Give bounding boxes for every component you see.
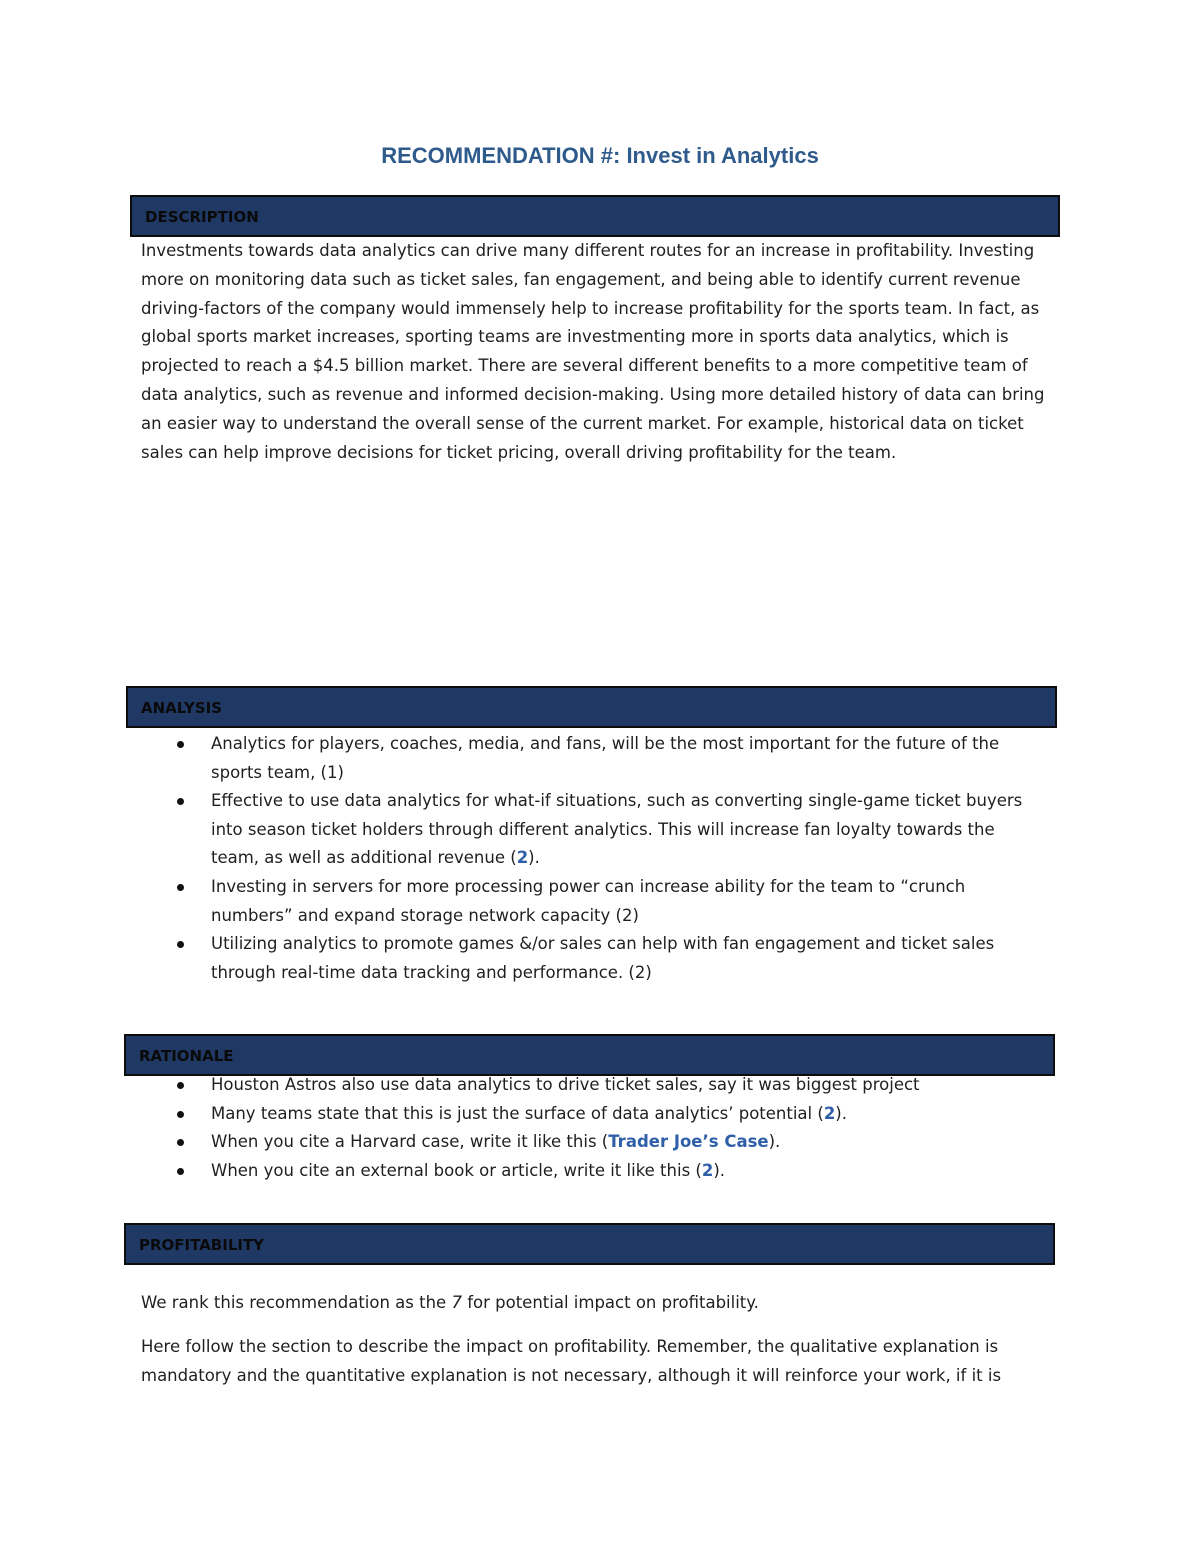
list-item-text-end: ).: [713, 1160, 726, 1180]
bullet-icon: [177, 1139, 184, 1146]
description-paragraph: Investments towards data analytics can drive many different routes for an increase in profitability. Investing more on monitoring data such as ticket sales, fan engagement, and being able to identify current revenue driving-factors of the company would immensely help to increase profitability for the sports team. In fact, as global sports market increases, sporting teams are investmenting more in sports data analytics, which is projected to reach a $4.5 billion market. There are several different benefits to a more competitive team of data analytics, such as revenue and informed decision-making. Using more detailed history of data can bring an easier way to understand the overall sense of the current market. For example, historical data on ticket sales can help improve decisions for ticket pricing, overall driving profitability for the team.: [141, 241, 1045, 462]
bullet-icon: [177, 884, 184, 891]
rank-value: 7: [451, 1293, 462, 1312]
profitability-rank: [141, 1289, 1046, 1318]
citation-link[interactable]: 2: [823, 1103, 836, 1123]
list-item-text: Investing in servers for more processing power can increase ability for the team to “crunch numbers” and expand storage network capacity (2): [211, 876, 966, 925]
citation-link[interactable]: 2: [701, 1160, 714, 1180]
list-item-text: Utilizing analytics to promote games &/or sales can help with fan engagement and ticket sales through real-time data tracking and performance. (2): [211, 934, 995, 982]
list-item: [177, 873, 1047, 930]
list-item-text-end: ).: [768, 1132, 781, 1152]
description-header: DESCRIPTION: [130, 195, 1060, 237]
bullet-icon: [177, 941, 184, 948]
bullet-icon: [177, 1168, 184, 1175]
list-item: [177, 787, 1047, 873]
list-item-text: Houston Astros also use data analytics to drive ticket sales, say it was biggest project: [211, 1075, 920, 1094]
list-item: [177, 1100, 1047, 1129]
rationale-list: [177, 1071, 1047, 1185]
list-item-text: When you cite an external book or article, write it like this (: [211, 1160, 702, 1180]
list-item-text: Many teams state that this is just the surface of data analytics’ potential (: [211, 1103, 824, 1123]
analysis-header: ANALYSIS: [126, 686, 1057, 728]
list-item-text-end: ).: [835, 1103, 847, 1123]
page-title: RECOMMENDATION #: Invest in Analytics: [381, 143, 819, 168]
profitability-header: PROFITABILITY: [124, 1223, 1055, 1265]
citation-link[interactable]: Trader Joe’s Case: [608, 1132, 769, 1152]
analysis-list: [177, 730, 1047, 987]
description-body: [141, 237, 1046, 467]
bullet-icon: [177, 1082, 184, 1089]
rank-text-start: We rank this recommendation as the: [141, 1293, 452, 1312]
list-item: [177, 730, 1047, 787]
list-item: [177, 1157, 1047, 1186]
bullet-icon: [177, 798, 184, 805]
list-item-text: When you cite a Harvard case, write it like this (: [211, 1132, 609, 1152]
list-item-text: Analytics for players, coaches, media, and fans, will be the most important for the future of the sports team, (1): [211, 734, 1000, 782]
list-item: [177, 1071, 1047, 1100]
rationale-header: RATIONALE: [124, 1034, 1055, 1076]
list-item-text-end: ).: [528, 848, 540, 868]
bullet-icon: [177, 741, 184, 748]
list-item: [177, 930, 1047, 987]
list-item-text: Effective to use data analytics for what-if situations, such as converting single-game ticket buyers into season ticket holders through different analytics. This will increase fan loyalty towards the team, as well as additional revenue (: [211, 791, 1023, 868]
rank-text-end: for potential impact on profitability.: [461, 1293, 759, 1312]
bullet-icon: [177, 1111, 184, 1118]
list-item: [177, 1128, 1047, 1157]
citation-link[interactable]: 2: [516, 848, 529, 868]
profitability-paragraph: Here follow the section to describe the impact on profitability. Remember, the qualitative explanation is mandatory and the quantitative explanation is not necessary, although it will reinforce your work, if it is: [141, 1337, 1002, 1385]
